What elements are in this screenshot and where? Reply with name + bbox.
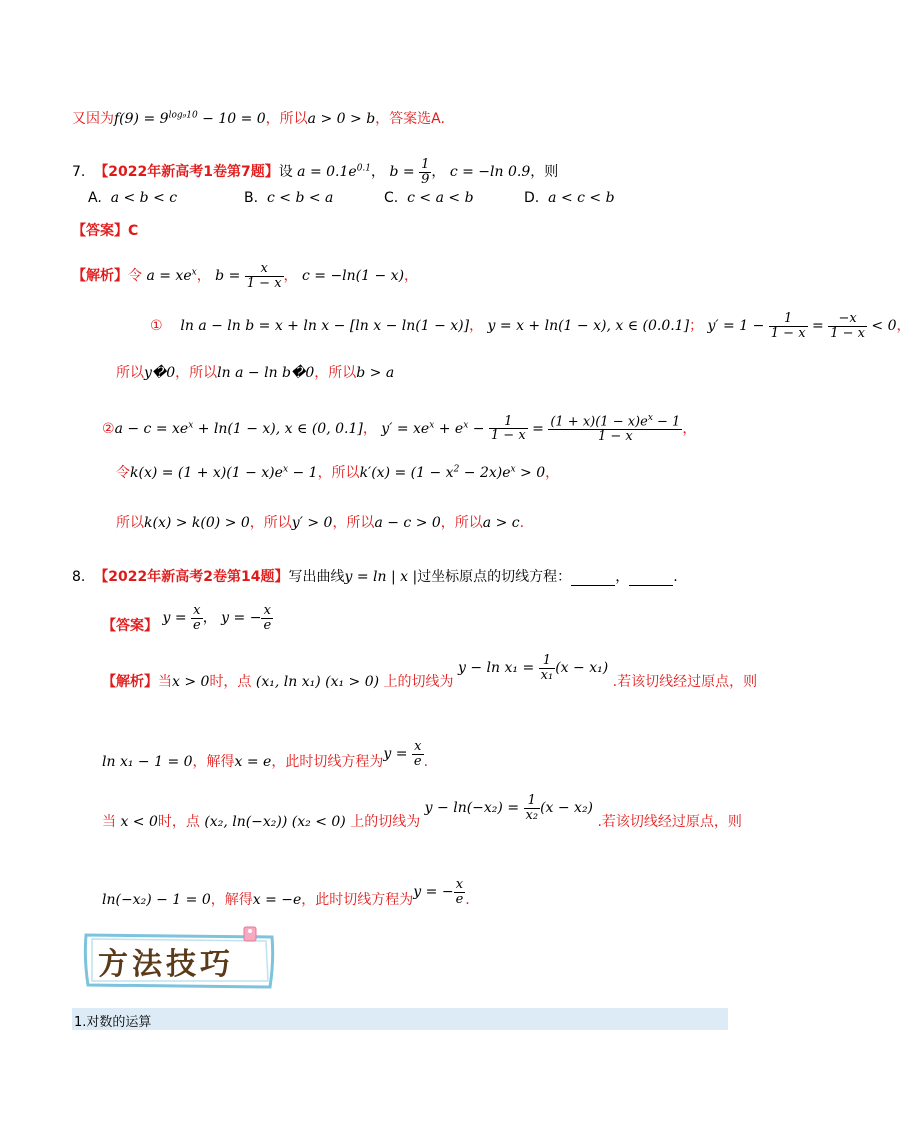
method-tips-banner <box>80 925 280 991</box>
answer-blank-2 <box>629 571 673 586</box>
q8-analysis-p1-cont: ln x₁ − 1 = 0，解得x = e，此时切线方程为y = $\frac{x}{e}$ . <box>102 739 429 771</box>
q7-b-expr: b = $\frac{1}{9}$ <box>389 157 430 187</box>
q8-answer: 【答案】 y = $\frac{x}{e}$ ， y = − $\frac{x}{e}$ <box>102 603 272 635</box>
q7-step2-k: 令$k(x) = (1 + x)(1 - x)e^x - 1$，所以$k'(x) = (1 - x^2 - 2x)e^x > 0$， <box>116 464 560 481</box>
line-1: 又因为$f(9) = 9^{log_910} - 10 = 0$，所以a > 0 > b，答案选A. <box>72 110 445 127</box>
q7-option-d: D. a < c < b <box>524 190 615 206</box>
q7-analysis: 【解析】令 $a = xe^x$， b = $\frac{x}{1 - x}$ ， c = −ln(1 − x)， <box>72 261 419 291</box>
answer-blank-1 <box>571 571 615 586</box>
q7-option-c: C. c < a < b <box>384 190 474 206</box>
q7-answer: 【答案】C <box>72 223 139 239</box>
q8-analysis-p1: 【解析】当x > 0时，点 (x₁, ln x₁) (x₁ > 0) 上的切线为 y − ln x₁ = $\frac{1}{\text{x₁}}$ (x − x₁) .若该切线经过原点，则 <box>102 653 758 691</box>
q7-option-b: B. c < b < a <box>244 190 334 206</box>
q8-header: 8. 【2022年新高考2卷第14题】写出曲线y = ln | x |过坐标原点的切线方程： ， . <box>72 569 678 585</box>
q7-header: 7. 【2022年新高考1卷第7题】设 $a = 0.1e^{0.1}$， b = $\frac{1}{9}$ ， c = −ln 0.9，则 <box>72 157 559 187</box>
q7-option-a: A. a < b < c <box>88 190 178 206</box>
section-title: 1.对数的运算 <box>74 1015 152 1030</box>
q8-analysis-p2: 当 x < 0时，点 (x₂, ln(−x₂)) (x₂ < 0) 上的切线为 y − ln(−x₂) = $\frac{1}{\text{x₂}}$ (x − x₂) .若该切线经过原点，则 <box>102 793 742 831</box>
q7-a-expr: $a = 0.1e^{0.1}$ <box>297 163 372 181</box>
q7-step1-conclusion: 所以y�0，所以ln a − ln b�0，所以b > a <box>116 365 395 381</box>
q7-step2: ②a − $c = xe^x + \ln(1 - x)$, x ∈ (0, 0.1]， $y' = xe^x + e^x$ − $\frac{1}{1 - x}$ = $\frac{(1 + x)(1 - x)e^x - 1}{1 - x}$ ， <box>102 413 697 444</box>
q7-step2-final: 所以k(x) > k(0) > 0，所以y′ > 0，所以a − c > 0，所以a > c. <box>116 515 525 531</box>
q7-step1: ① ln a − ln b = x + ln x − [ln x − ln(1 − x)]， y = x + ln(1 − x), x ∈ (0.0.1]； y′ = 1 − $\frac{1}{1 - x}$ = $\frac{-x}{1 - x}$ < 0， <box>150 311 911 341</box>
banner-title: 方法技巧 <box>98 947 234 982</box>
section-bar <box>72 1008 728 1030</box>
q8-analysis-p2-cont: ln(−x₂) − 1 = 0，解得x = −e，此时切线方程为y = − $\frac{x}{e}$ . <box>102 877 470 909</box>
